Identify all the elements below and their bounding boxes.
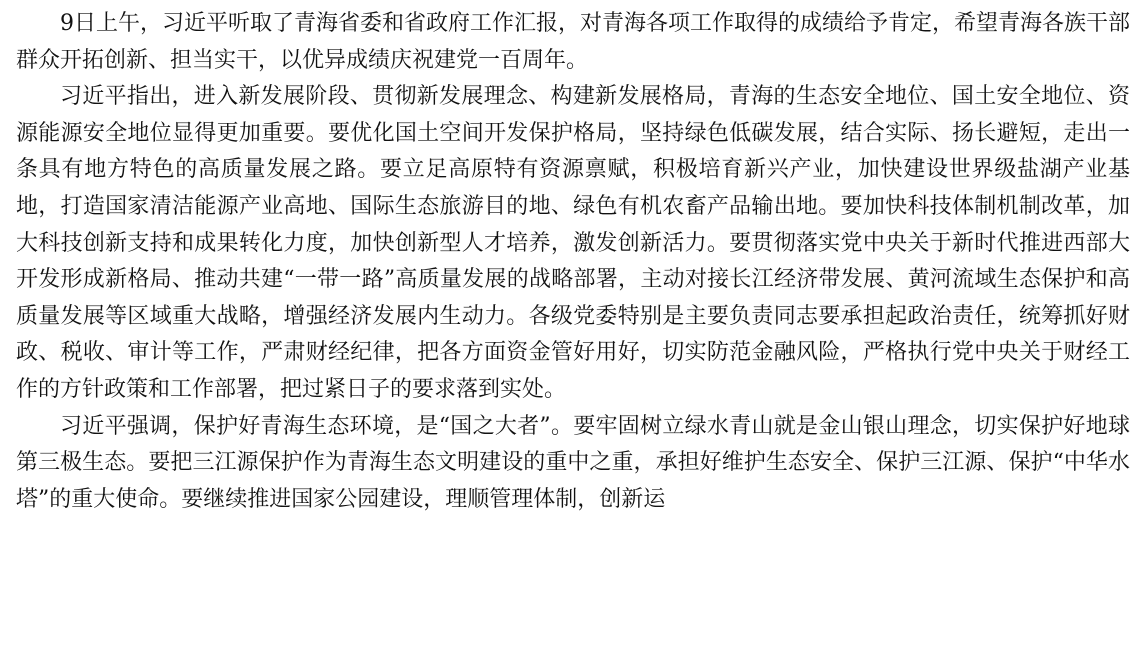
paragraph-ecology: 习近平强调，保护好青海生态环境，是“国之大者”。要牢固树立绿水青山就是金山银山理念，切实保护好地球第三极生态。要把三江源保护作为青海生态文明建设的重中之重，承担好维护生态安全、保护三江源、保护“中华水塔”的重大使命。要继续推进国家公园建设，理顺管理体制，创新运	[16, 413, 1130, 512]
paragraph-development: 习近平指出，进入新发展阶段、贯彻新发展理念、构建新发展格局，青海的生态安全地位、国土安全地位、资源能源安全地位显得更加重要。要优化国土空间开发保护格局，坚持绿色低碳发展，结合实际、扬长避短，走出一条具有地方特色的高质量发展之路。要立足高原特有资源禀赋，积极培育新兴产业，加快建设世界级盐湖产业基地，打造国家清洁能源产业高地、国际生态旅游目的地、绿色有机农畜产品输出地。要加快科技体制机制改革，加大科技创新支持和成果转化力度，加快创新型人才培养，激发创新活力。要贯彻落实党中央关于新时代推进西部大开发形成新格局、推动共建“一带一路”高质量发展的战略部署，主动对接长江经济带发展、黄河流域生态保护和高质量发展等区域重大战略，增强经济发展内生动力。各级党委特别是主要负责同志要承担起政治责任，统筹抓好财政、税收、审计等工作，严肃财经纪律，把各方面资金管好用好，切实防范金融风险，严格执行党中央关于财经工作的方针政策和工作部署，把过紧日子的要求落到实处。	[16, 84, 1130, 402]
paragraph-report: 9日上午，习近平听取了青海省委和省政府工作汇报，对青海各项工作取得的成绩给予肯定，希望青海各族干部群众开拓创新、担当实干，以优异成绩庆祝建党一百周年。	[16, 11, 1131, 73]
article-body	[16, 6, 1130, 518]
